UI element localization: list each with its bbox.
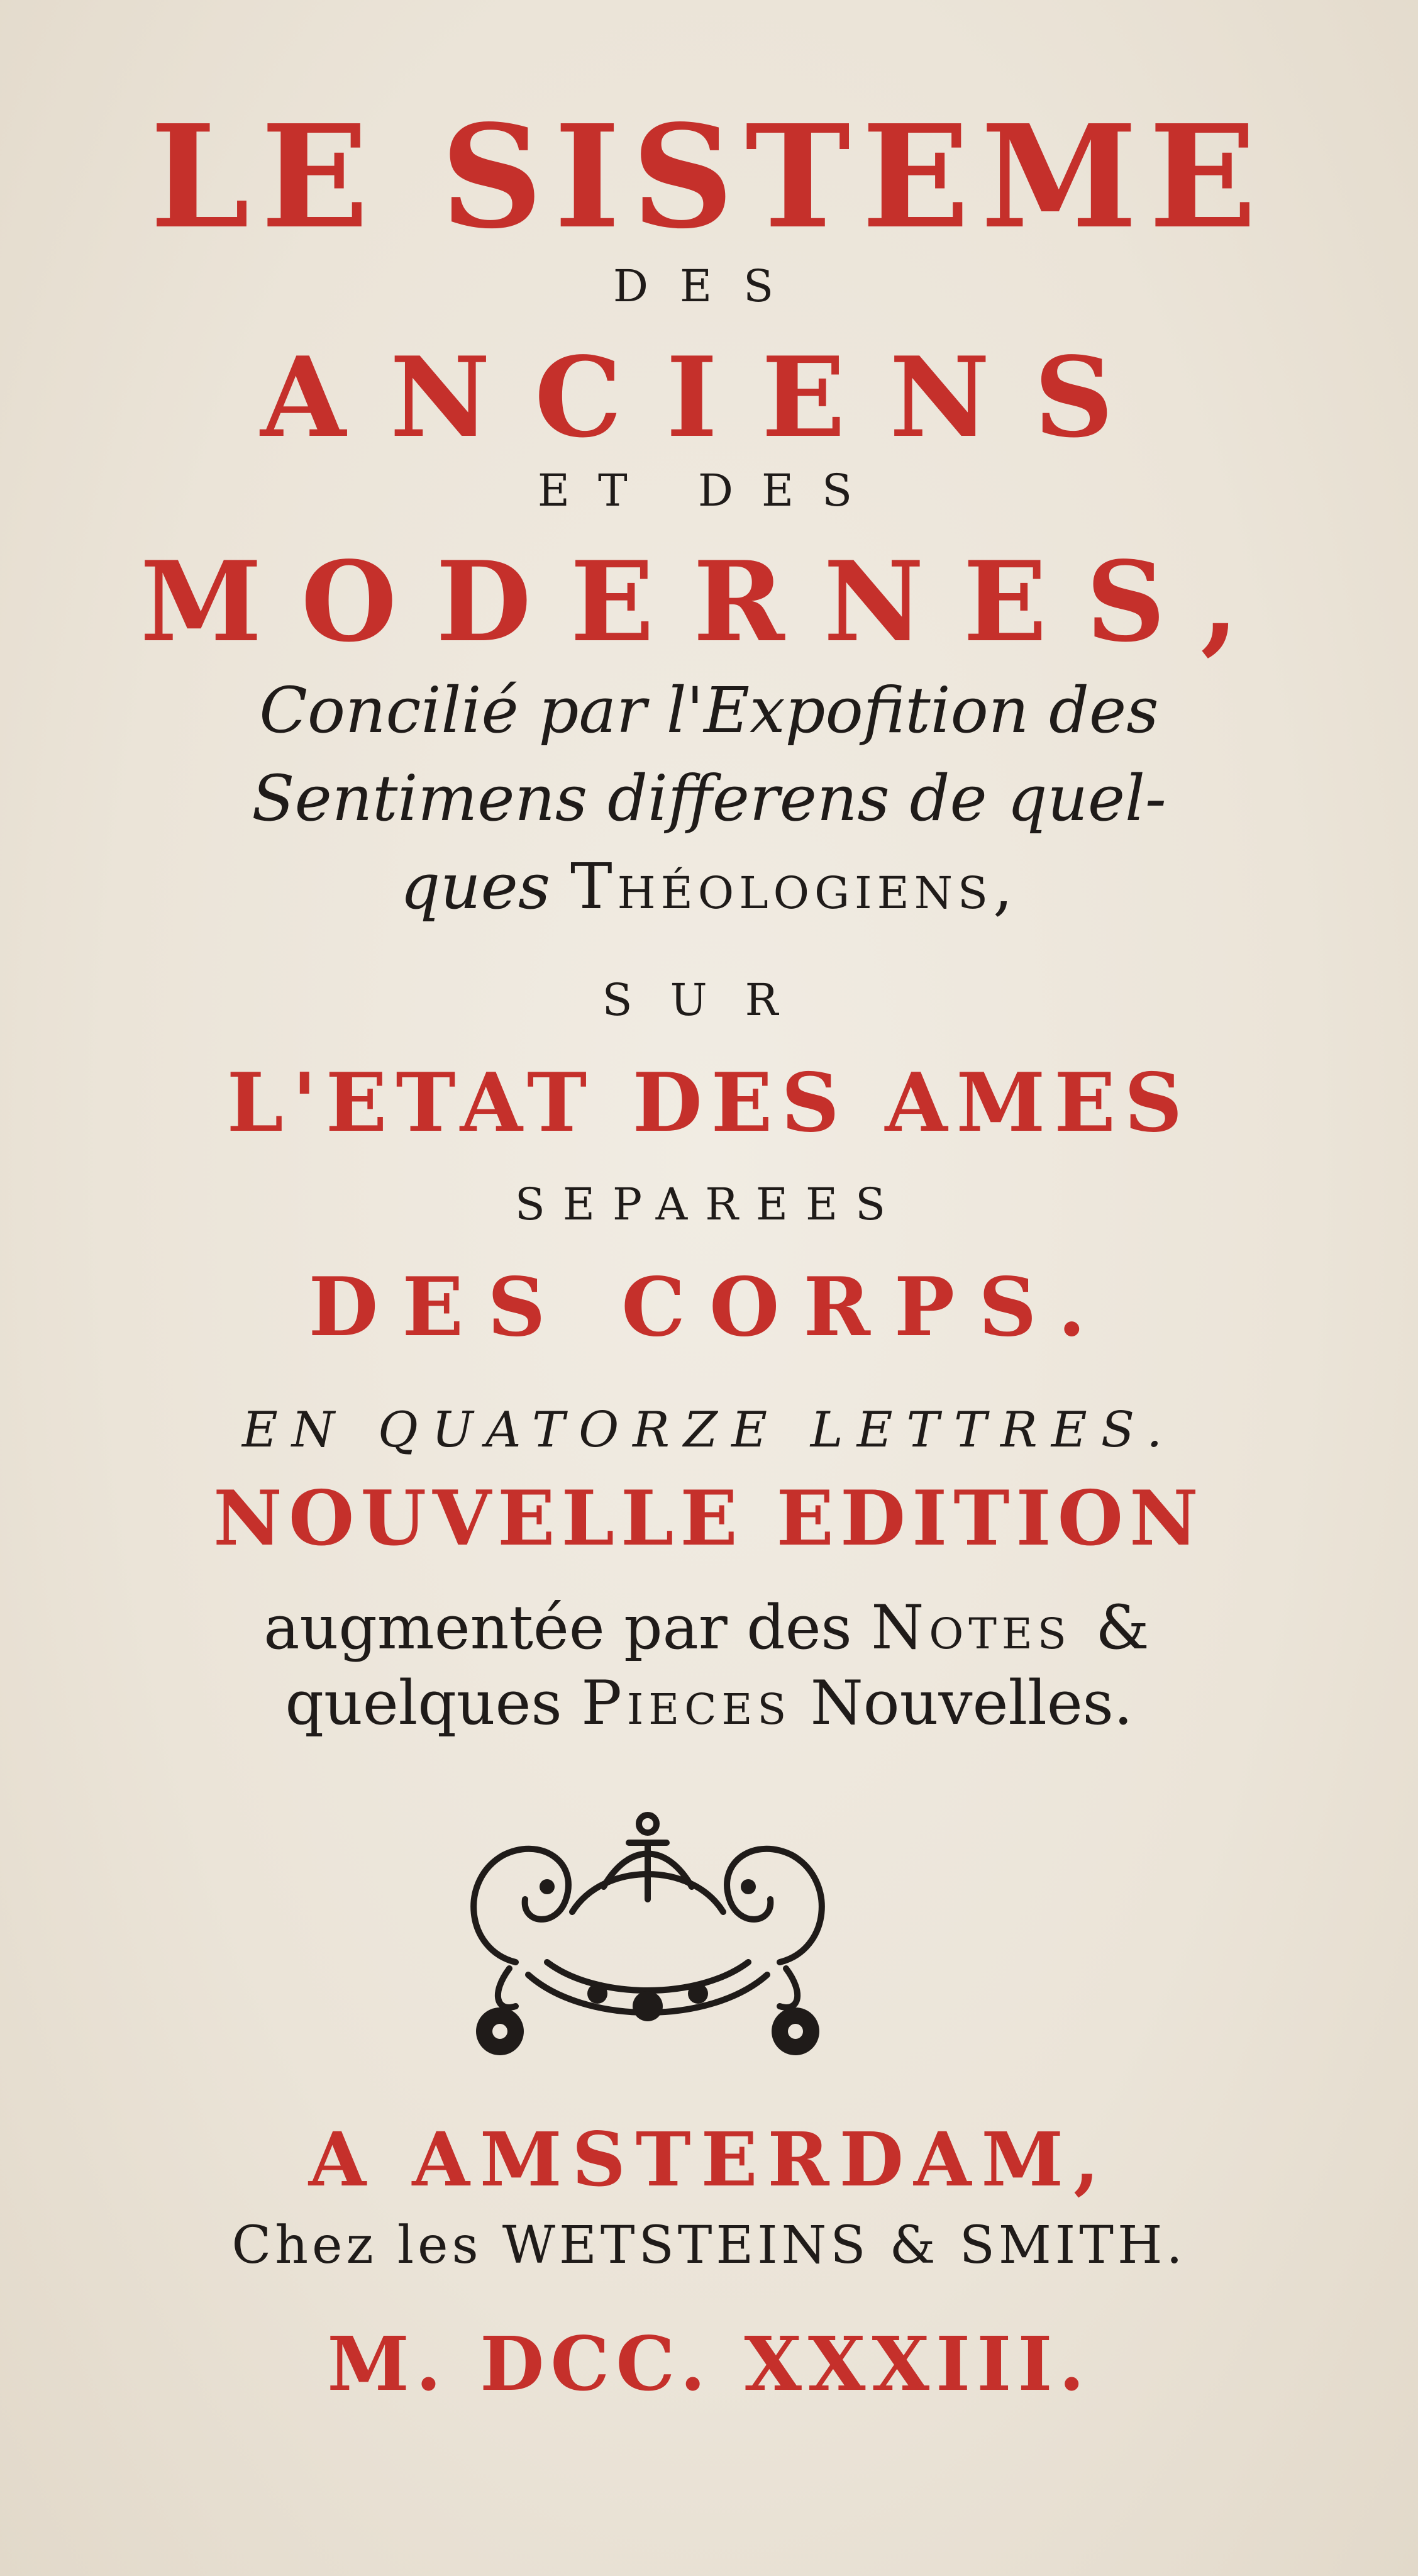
subtitle-line-1: Concilié par l'Expofition des: [259, 674, 1159, 747]
subtitle-line-2: Sentimens differens de quel-: [252, 762, 1166, 835]
subtitle-theologiens: Théologiens,: [570, 850, 1018, 923]
subtitle-des-corps: DES CORPS.: [308, 1260, 1110, 1355]
edition-nouvelles: Nouvelles.: [810, 1668, 1133, 1738]
edition-augmentee-line-1: [0, 1592, 1418, 1663]
imprint-date: M. DCC. XXXIII.: [327, 2320, 1091, 2407]
subtitle-ques: ques: [400, 850, 551, 923]
title-modernes: MODERNES,: [140, 538, 1278, 667]
subtitle-line-3: [0, 850, 1418, 923]
printers-ornament-icon: [440, 1805, 855, 2075]
edition-pieces: Pieces: [581, 1668, 792, 1738]
imprint-publisher-line: [0, 2216, 1418, 2275]
title-des: DES: [612, 260, 806, 312]
edition-augmentee-text: augmentée par des: [263, 1592, 852, 1663]
edition-notes: Notes &: [871, 1592, 1155, 1663]
imprint-chez-les: Chez les: [231, 2216, 482, 2275]
imprint-publisher: WETSTEINS & SMITH.: [502, 2216, 1187, 2275]
subtitle-sur: SUR: [602, 974, 816, 1026]
title-anciens: ANCIENS: [260, 333, 1158, 462]
edition-quelques: quelques: [285, 1668, 562, 1738]
title-main: LE SISTEME: [150, 94, 1268, 260]
title-et-des: ET DES: [537, 465, 881, 516]
subtitle-etat-des-ames: L'ETAT DES AMES: [226, 1056, 1192, 1150]
edition-augmentee-line-2: [0, 1668, 1418, 1738]
subtitle-separees: SEPAREES: [514, 1179, 904, 1230]
edition-quatorze-lettres: EN QUATORZE LETTRES.: [241, 1402, 1177, 1458]
imprint-city: A AMSTERDAM,: [308, 2116, 1110, 2203]
edition-nouvelle: NOUVELLE EDITION: [213, 1474, 1205, 1563]
